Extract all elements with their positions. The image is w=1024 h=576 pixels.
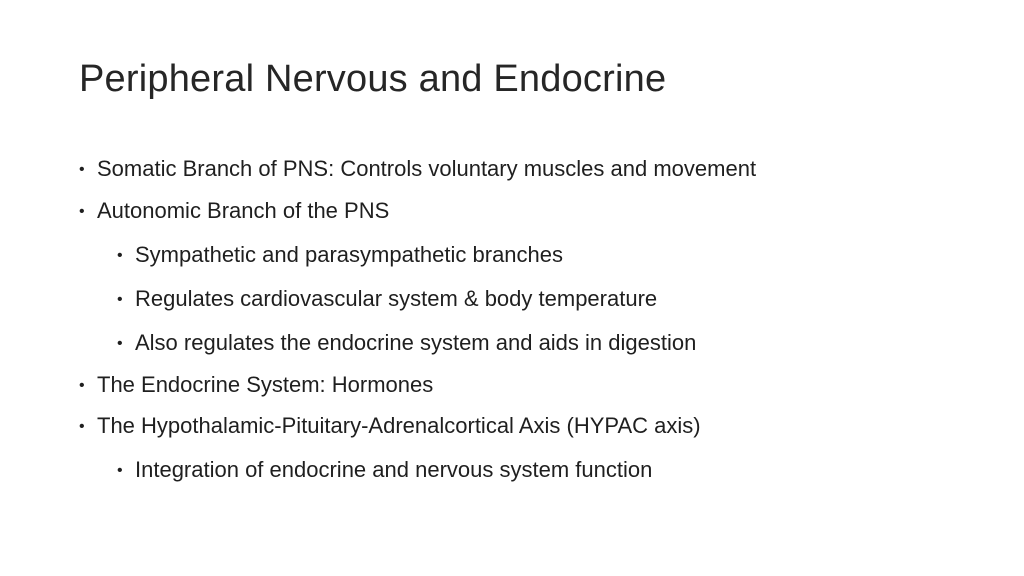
bullet-dot-icon: • (117, 462, 123, 479)
bullet-dot-icon: • (79, 203, 85, 220)
bullet-item (79, 156, 756, 182)
bullet-dot-icon: • (79, 161, 85, 178)
bullet-text: Regulates cardiovascular system & body temperature (135, 286, 658, 311)
bullet-dot-icon: • (117, 335, 123, 352)
sub-bullet-item (117, 242, 563, 268)
bullet-dot-icon: • (79, 377, 85, 394)
bullet-text: The Endocrine System: Hormones (97, 372, 434, 397)
bullet-text: The Hypothalamic-Pituitary-Adrenalcortical Axis (HYPAC axis) (97, 413, 701, 438)
bullet-dot-icon: • (117, 291, 123, 308)
bullet-text: Autonomic Branch of the PNS (97, 198, 390, 223)
sub-bullet-item (117, 330, 696, 356)
bullet-dot-icon: • (117, 247, 123, 264)
slide-title: Peripheral Nervous and Endocrine (79, 58, 667, 100)
bullet-text: Somatic Branch of PNS: Controls voluntary muscles and movement (97, 156, 757, 181)
bullet-dot-icon: • (79, 418, 85, 435)
bullet-text: Integration of endocrine and nervous system function (135, 457, 653, 482)
bullet-text: Sympathetic and parasympathetic branches (135, 242, 564, 267)
bullet-item (79, 198, 389, 224)
sub-bullet-item (117, 286, 657, 312)
sub-bullet-item (117, 457, 652, 483)
bullet-item (79, 372, 433, 398)
bullet-item (79, 413, 701, 439)
bullet-text: Also regulates the endocrine system and aids in digestion (135, 330, 697, 355)
